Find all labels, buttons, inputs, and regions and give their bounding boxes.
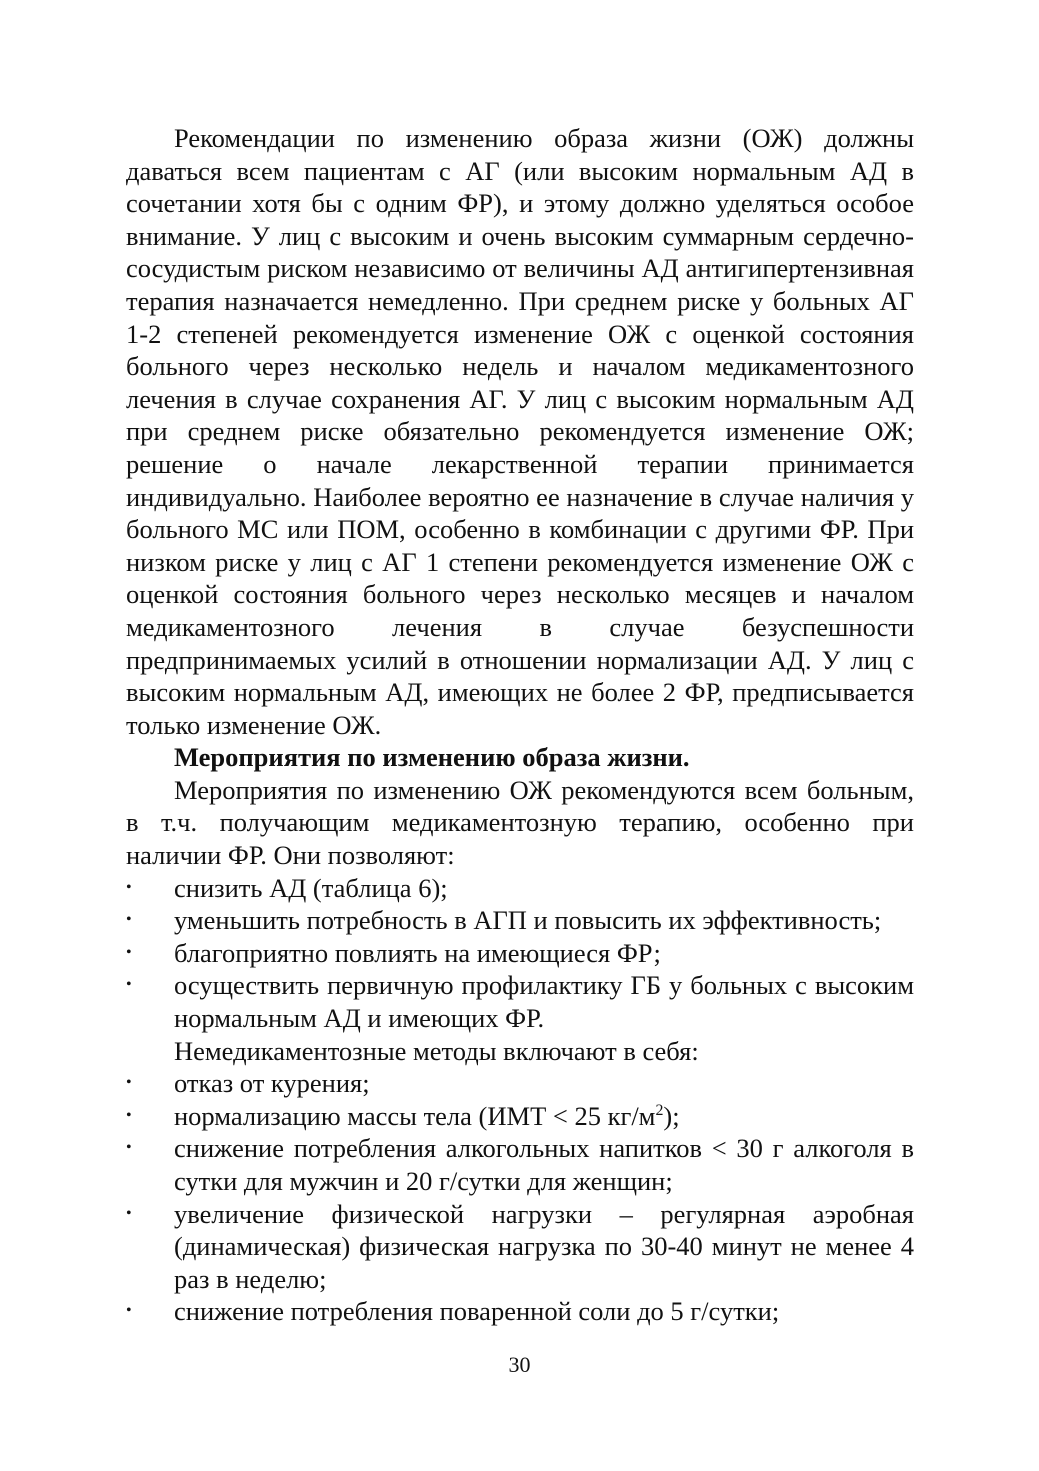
list-item-text: снизить АД (таблица 6); [174,872,448,903]
list-item-text: снижение потребления поваренной соли до 5 г/сутки; [174,1296,780,1327]
section-paragraph: Мероприятия по изменению ОЖ рекомендуются всем больным, в т.ч. получающим медикаментозную терапию, особенно при наличии ФР. Они позволяют: [126,774,914,871]
bullet-icon: • [126,1106,132,1124]
bullet-icon: • [126,911,132,929]
list-item [126,872,914,905]
list-item [126,969,914,1034]
bullet-icon: • [126,1204,132,1222]
list-item-text: отказ от курения; [174,1068,370,1099]
list-item-text: благоприятно повлиять на имеющиеся ФР; [174,937,661,968]
intro-paragraph: Рекомендации по изменению образа жизни (ОЖ) должны даваться всем пациентам с АГ (или высоким нормальным АД в сочетании хотя бы с одним ФР), и этому должно уделяться особое внимание. У лиц с высоким и очень высоким суммарным сердечно-сосудистым риском независимо от величины АД антигипертензивная терапия назначается немедленно. При среднем риске у больных АГ 1-2 степеней рекомендуется изменение ОЖ с оценкой состояния больного через несколько недель и началом медикаментозного лечения в случае сохранения АГ. У лиц с высоким нормальным АД при среднем риске обязательно рекомендуется изменение ОЖ; решение о начале лекарственной терапии принимается индивидуально. Наиболее вероятно ее назначение в случае наличия у больного МС или ПОМ, особенно в комбинации с другими ФР. При низком риске у лиц с АГ 1 степени рекомендуется изменение ОЖ с оценкой состояния больного через несколько месяцев и началом медикаментозного лечения в случае безуспешности предпринимаемых усилий в отношении нормализации АД. У лиц с высоким нормальным АД, имеющих не более 2 ФР, предписывается только изменение ОЖ. [126,123,914,740]
list-item [126,937,914,970]
methods-intro: Немедикаментозные методы включают в себя: [174,1035,699,1066]
list-item [126,1132,914,1197]
list-item [126,904,914,937]
list-item-text-tail: ); [663,1100,680,1131]
list-item [126,1067,914,1100]
list-item [126,1198,914,1296]
list-item-text: осуществить первичную профилактику ГБ у больных с высоким нормальным АД и имеющих ФР. [174,970,914,1034]
bullet-icon: • [126,1302,132,1320]
section-heading: Мероприятия по изменению образа жизни. [174,742,690,773]
list-item-text: увеличение физической нагрузки – регулярная аэробная (динамическая) физическая нагрузка по 30-40 минут не менее 4 раз в неделю; [174,1198,914,1294]
list-item [126,1100,914,1133]
list-item-text: уменьшить потребность в АГП и повысить их эффективность; [174,905,882,936]
superscript: 2 [655,1101,664,1119]
methods-list [126,1067,914,1328]
list-item-text: нормализацию массы тела (ИМТ < 25 кг/м [174,1100,656,1131]
bullet-icon: • [126,1074,132,1092]
page-number: 30 [508,1352,531,1377]
benefits-list [126,872,914,1035]
bullet-icon: • [126,943,132,961]
list-item-text: снижение потребления алкогольных напитков < 30 г алкоголя в сутки для мужчин и 20 г/сутки для женщин; [174,1133,914,1196]
bullet-icon: • [126,878,132,896]
bullet-icon: • [126,1139,132,1157]
bullet-icon: • [126,976,132,994]
document-page [126,122,914,1328]
list-item [126,1295,914,1328]
